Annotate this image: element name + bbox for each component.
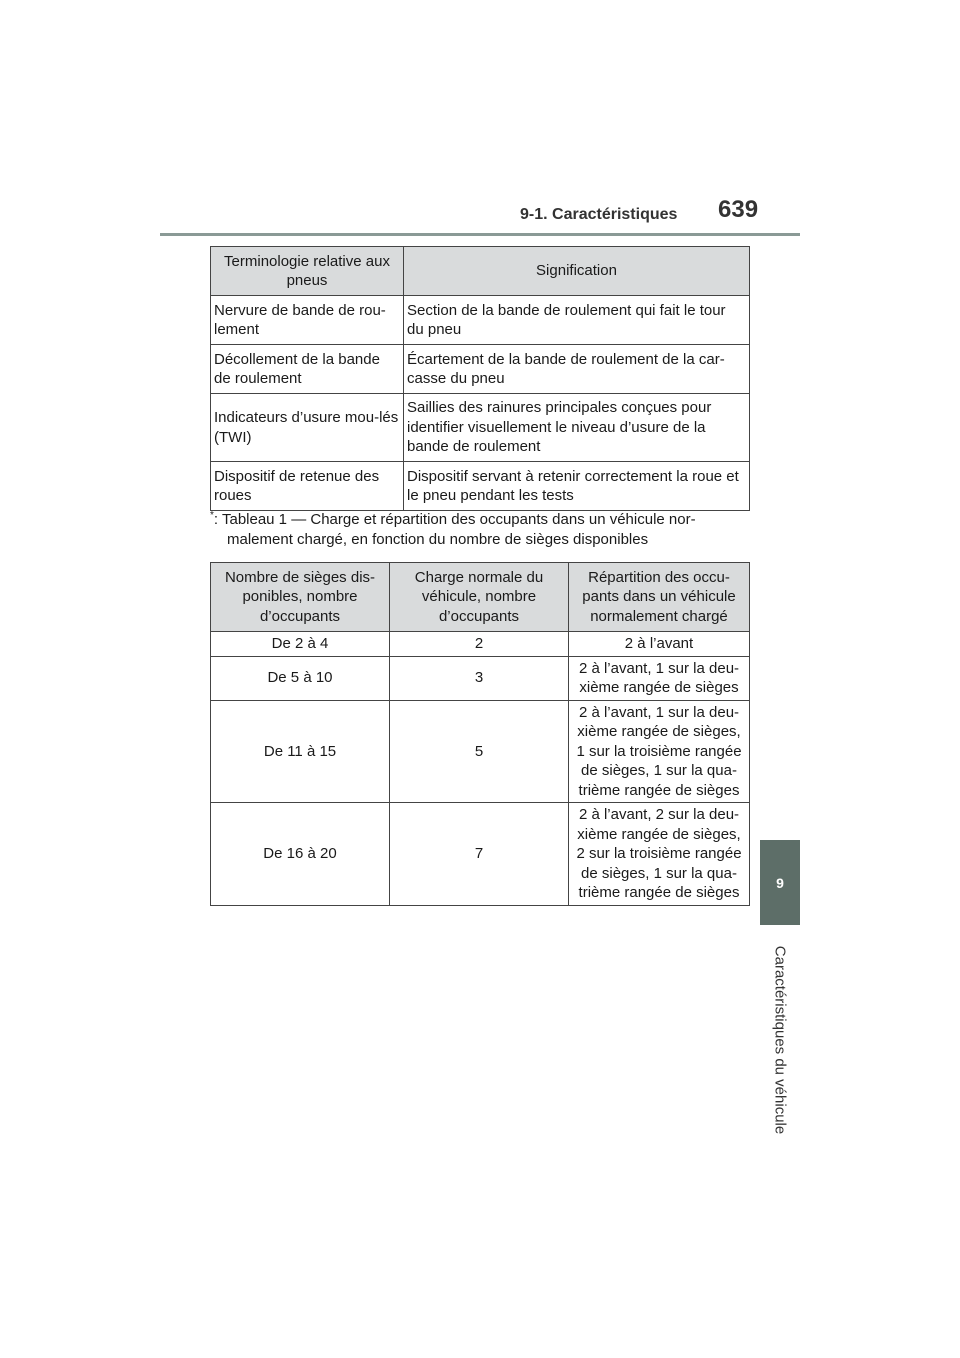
seats-cell: De 5 à 10 [211, 656, 390, 700]
column-header: Terminologie relative aux pneus [211, 247, 404, 296]
load-cell: 3 [390, 656, 569, 700]
table-header-row [211, 563, 750, 632]
distribution-cell: 2 à l’avant, 1 sur la deu-xième rangée de sièges, 1 sur la troisième rangée de sièges, 1 sur la qua-trième rangée de sièges [569, 700, 750, 803]
section-title: 9-1. Caractéristiques [520, 206, 678, 223]
meaning-cell: Dispositif servant à retenir correctement la roue et le pneu pendant les tests [404, 462, 750, 511]
term-cell: Dispositif de retenue des roues [211, 462, 404, 511]
chapter-label: Caractéristiques du véhicule [771, 945, 789, 1135]
meaning-cell: Saillies des rainures principales conçues pour identifier visuellement le niveau d’usure de la bande de roulement [404, 394, 750, 462]
load-cell: 2 [390, 632, 569, 657]
term-cell: Nervure de bande de rou-lement [211, 296, 404, 345]
table-row [211, 700, 750, 803]
seats-cell: De 11 à 15 [211, 700, 390, 803]
occupant-load-table [210, 562, 750, 906]
tire-terminology-table [210, 246, 750, 511]
seats-cell: De 2 à 4 [211, 632, 390, 657]
meaning-cell: Écartement de la bande de roulement de la car-casse du pneu [404, 345, 750, 394]
table-row [211, 632, 750, 657]
meaning-cell: Section de la bande de roulement qui fait le tour du pneu [404, 296, 750, 345]
table-row [211, 462, 750, 511]
footnote-line: malement chargé, en fonction du nombre de sièges disponibles [227, 530, 649, 548]
term-cell: Indicateurs d’usure mou-lés (TWI) [211, 394, 404, 462]
header-divider [160, 233, 800, 236]
footnote [210, 506, 750, 549]
page-number: 639 [718, 196, 759, 223]
table-row [211, 345, 750, 394]
distribution-cell: 2 à l’avant, 1 sur la deu-xième rangée de sièges [569, 656, 750, 700]
table-row [211, 296, 750, 345]
table-header-row [211, 247, 750, 296]
load-cell: 5 [390, 700, 569, 803]
column-header: Charge normale du véhicule, nombre d’occupants [390, 563, 569, 632]
footnote-line: : Tableau 1 — Charge et répartition des occupants dans un véhicule nor- [213, 511, 696, 528]
load-cell: 7 [390, 803, 569, 906]
column-header: Signification [404, 247, 750, 296]
distribution-cell: 2 à l’avant [569, 632, 750, 657]
seats-cell: De 16 à 20 [211, 803, 390, 906]
column-header: Répartition des occu-pants dans un véhicule normalement chargé [569, 563, 750, 632]
distribution-cell: 2 à l’avant, 2 sur la deu-xième rangée de sièges, 2 sur la troisième rangée de sièges, 1 sur la qua-trième rangée de sièges [569, 803, 750, 906]
table-row [211, 656, 750, 700]
chapter-tab [760, 840, 800, 925]
column-header: Nombre de sièges dis-ponibles, nombre d’occupants [211, 563, 390, 632]
term-cell: Décollement de la bande de roulement [211, 345, 404, 394]
table-row [211, 803, 750, 906]
footnote-marker: * [210, 510, 214, 521]
table-row [211, 394, 750, 462]
chapter-number: 9 [776, 874, 784, 891]
